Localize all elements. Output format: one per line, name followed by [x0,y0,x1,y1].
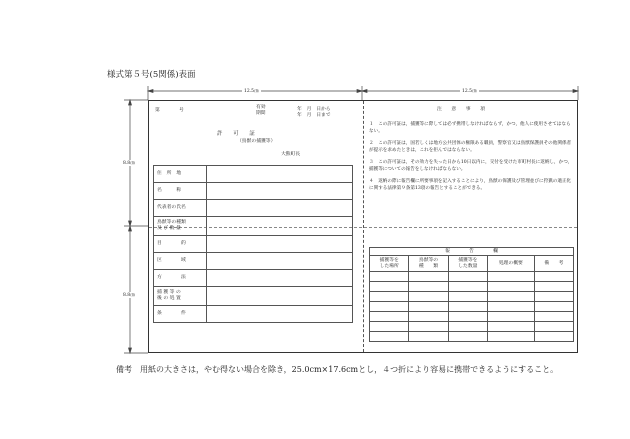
report-cell[interactable] [534,302,573,312]
field-row [154,287,353,306]
report-column-header: 捕獲等を した場所 [370,256,409,272]
report-cell[interactable] [409,292,448,302]
validity-from: 年 月 日から [297,107,331,112]
report-cell[interactable] [409,332,448,342]
form-title: 様式第５号(5関係)表面 [107,70,196,80]
report-column-header: 備 考 [534,256,573,272]
field-value[interactable] [207,217,353,236]
number-label: 第 号 [155,108,184,113]
report-cell[interactable] [409,272,448,282]
validity-label: 有効 期間 [256,105,266,116]
note-item: ４ 返納の際に報告欄に所要事項を記入することにより，鳥獣の保護及び管理並びに狩猟の適正化に関する法律第９条第13項の報告とすることができる。 [369,179,572,191]
permit-card [148,100,578,353]
report-cell[interactable] [534,332,573,342]
report-cell[interactable] [488,302,535,312]
report-row [370,332,574,342]
note-item: １ この許可証は，捕獲等に際しては必ず携帯しなければならず，かつ，他人に使用させてはならない。 [369,122,571,134]
notes-list [369,121,574,192]
report-cell[interactable] [488,292,535,302]
note-item: ３ この許可証は，その効力を失った日から10日以内に，交付を受けた市町村長に返納し，かつ，捕獲等についての報告をしなければならない。 [369,160,573,172]
report-cell[interactable] [409,282,448,292]
field-value[interactable] [207,236,353,253]
report-row [370,322,574,332]
report-row [370,312,574,322]
report-cell[interactable] [409,322,448,332]
field-value[interactable] [207,200,353,217]
permit-fields-table [153,165,353,323]
field-label: 捕 獲 等 の 後 の 処 置 [154,287,207,306]
dim-bottom-height: 8.8㎝ [123,293,135,298]
dim-top-height: 8.8㎝ [123,161,135,166]
report-cell[interactable] [534,322,573,332]
dim-left-width: 12.5㎝ [244,89,259,94]
field-label: 代表者の氏名 [154,200,207,217]
field-row [154,306,353,323]
report-cell[interactable] [448,312,487,322]
report-cell[interactable] [370,322,409,332]
report-row [370,292,574,302]
report-cell[interactable] [409,302,448,312]
field-row [154,253,353,270]
field-label: 条 件 [154,306,207,323]
report-row [370,302,574,312]
field-label: 住 所 地 [154,166,207,183]
biko-note: 備考 用紙の大きさは，やむ得ない場合を除き，25.0cm×17.6cmとし，４つ折により容易に携帯できるようにすること。 [116,365,559,374]
report-cell[interactable] [448,292,487,302]
report-cell[interactable] [370,282,409,292]
report-cell[interactable] [448,282,487,292]
report-cell[interactable] [370,332,409,342]
report-cell[interactable] [409,312,448,322]
report-cell[interactable] [534,282,573,292]
field-label: 目 的 [154,236,207,253]
notes-heading: 注 意 事 項 [437,107,485,112]
field-value[interactable] [207,166,353,183]
report-cell[interactable] [534,272,573,282]
field-row [154,166,353,183]
issuer: 大熊町長 [281,152,301,157]
report-cell[interactable] [370,272,409,282]
validity-to: 年 月 日まで [297,113,331,118]
field-row [154,236,353,253]
dim-right-width: 12.5㎝ [462,89,477,94]
permit-title: 許 可 証 [217,131,255,137]
report-cell[interactable] [448,272,487,282]
report-row [370,282,574,292]
report-heading: 報 告 欄 [370,248,574,256]
field-row [154,217,353,236]
field-value[interactable] [207,287,353,306]
report-cell[interactable] [448,332,487,342]
report-cell[interactable] [370,292,409,302]
report-header-row [370,256,574,272]
report-cell[interactable] [534,312,573,322]
report-cell[interactable] [448,302,487,312]
field-label: 方 法 [154,270,207,287]
field-label: 鳥獣等の種類 及 び 数 量 [154,217,207,236]
report-row [370,272,574,282]
field-value[interactable] [207,253,353,270]
note-item: ２ この許可証は，国若しくは地方公共団体の権限ある職員，警察官又は鳥獣保護員その他関係者が提示を求めたときは，これを拒んではならない。 [369,141,572,153]
report-column-header: 処理の概要 [488,256,535,272]
field-value[interactable] [207,306,353,323]
field-row [154,183,353,200]
field-row [154,270,353,287]
report-table [369,247,574,342]
report-cell[interactable] [488,322,535,332]
report-cell[interactable] [488,332,535,342]
field-value[interactable] [207,270,353,287]
report-cell[interactable] [370,312,409,322]
field-label: 区 域 [154,253,207,270]
report-cell[interactable] [488,312,535,322]
report-column-header: 鳥獣等の 種 類 [409,256,448,272]
permit-subtitle: （鳥獣の捕獲等） [237,139,276,144]
field-row [154,200,353,217]
field-value[interactable] [207,183,353,200]
report-cell[interactable] [448,322,487,332]
field-label: 名 称 [154,183,207,200]
report-cell[interactable] [370,302,409,312]
report-cell[interactable] [488,282,535,292]
report-cell[interactable] [534,292,573,302]
report-column-header: 捕獲等を した数量 [448,256,487,272]
report-cell[interactable] [488,272,535,282]
